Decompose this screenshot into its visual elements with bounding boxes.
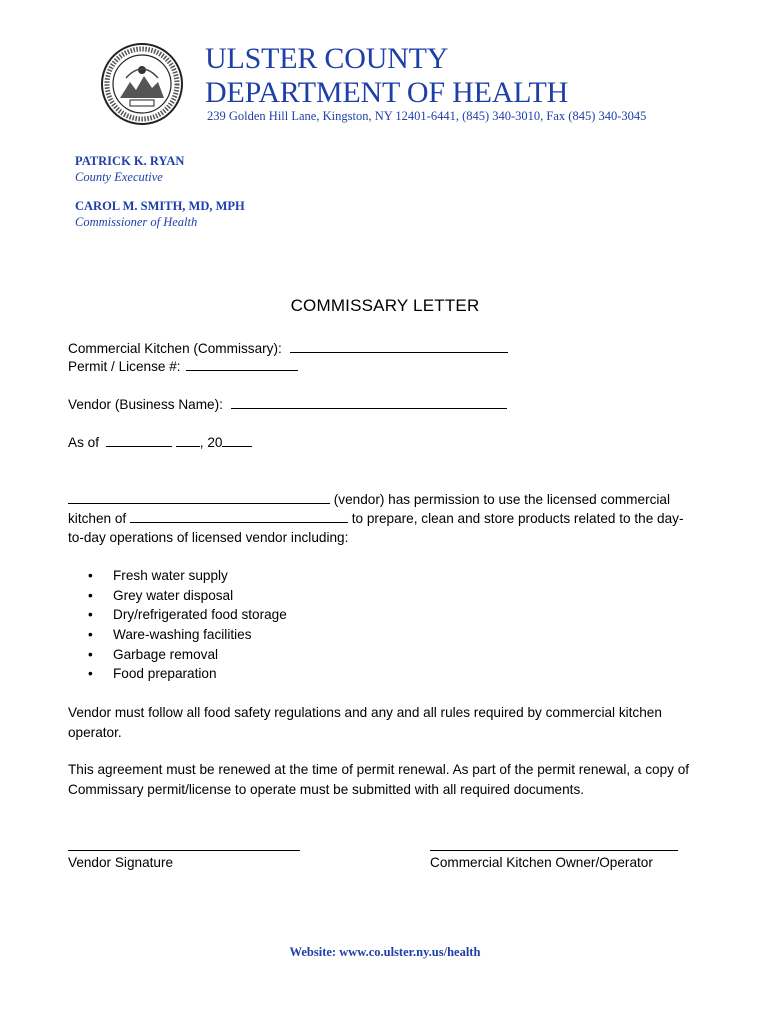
list-item: • Garbage removal (88, 646, 219, 662)
vendor-signature-line[interactable] (68, 850, 300, 851)
county-executive-name: PATRICK K. RYAN (75, 154, 185, 168)
as-of-row (68, 433, 252, 452)
county-executive-title: County Executive (75, 170, 163, 184)
vendor-name-field[interactable] (231, 395, 507, 409)
org-address: 239 Golden Hill Lane, Kingston, NY 12401-6441, (845) 340-3010, Fax (845) 340-3045 (207, 109, 647, 123)
permit-label: Permit / License #: (68, 359, 181, 374)
county-seal (100, 42, 184, 126)
date-separator: , 20 (199, 435, 223, 450)
permission-text-2: to prepare, clean and store products related to the day- (351, 511, 684, 526)
commercial-kitchen-row (68, 339, 508, 358)
list-item: • Fresh water supply (88, 568, 228, 583)
vendor-signature-label: Vendor Signature (68, 855, 174, 870)
org-name-line2: DEPARTMENT OF HEALTH (205, 76, 569, 109)
vendor-permission-field[interactable] (68, 490, 330, 504)
list-item: • Dry/refrigerated food storage (88, 607, 287, 623)
commissioner-name: CAROL M. SMITH, MD, MPH (75, 199, 245, 213)
commercial-kitchen-field[interactable] (290, 339, 508, 353)
date-year-field[interactable] (222, 433, 252, 447)
permission-text-1: (vendor) has permission to use the licensed commercial (333, 492, 670, 507)
date-day-field[interactable] (176, 433, 200, 447)
permission-line-3: to-day operations of licensed vendor including: (68, 530, 349, 545)
org-name-line1: ULSTER COUNTY (205, 42, 449, 75)
owner-signature-label: Commercial Kitchen Owner/Operator (430, 855, 653, 870)
kitchen-of-label: kitchen of (68, 511, 127, 526)
vendor-label: Vendor (Business Name): (68, 397, 223, 412)
commercial-kitchen-label: Commercial Kitchen (Commissary): (68, 341, 282, 356)
vendor-row (68, 395, 507, 414)
permit-field[interactable] (186, 357, 298, 371)
website-footer: Website: www.co.ulster.ny.us/health (289, 945, 481, 959)
list-item: • Ware-washing facilities (88, 627, 252, 643)
as-of-label: As of (68, 435, 99, 450)
list-item: • Grey water disposal (88, 587, 234, 603)
facility-list (88, 566, 287, 684)
permit-row (68, 357, 298, 376)
rules-paragraph: Vendor must follow all food safety regulations and any and all rules required by commercial kitchen operator. (68, 705, 662, 740)
kitchen-of-field[interactable] (130, 509, 348, 523)
commissioner-title: Commissioner of Health (75, 215, 198, 229)
document-title: COMMISSARY LETTER (290, 296, 480, 315)
owner-signature-line[interactable] (430, 850, 678, 851)
permission-line-2 (68, 509, 684, 528)
permission-line-1 (68, 490, 670, 509)
renewal-paragraph: This agreement must be renewed at the time of permit renewal. As part of the permit renewal, a copy of Commissary permit/license to operate must be submitted with all required documents. (68, 762, 690, 797)
list-item: • Food preparation (88, 666, 217, 682)
date-month-day-field[interactable] (106, 433, 172, 447)
